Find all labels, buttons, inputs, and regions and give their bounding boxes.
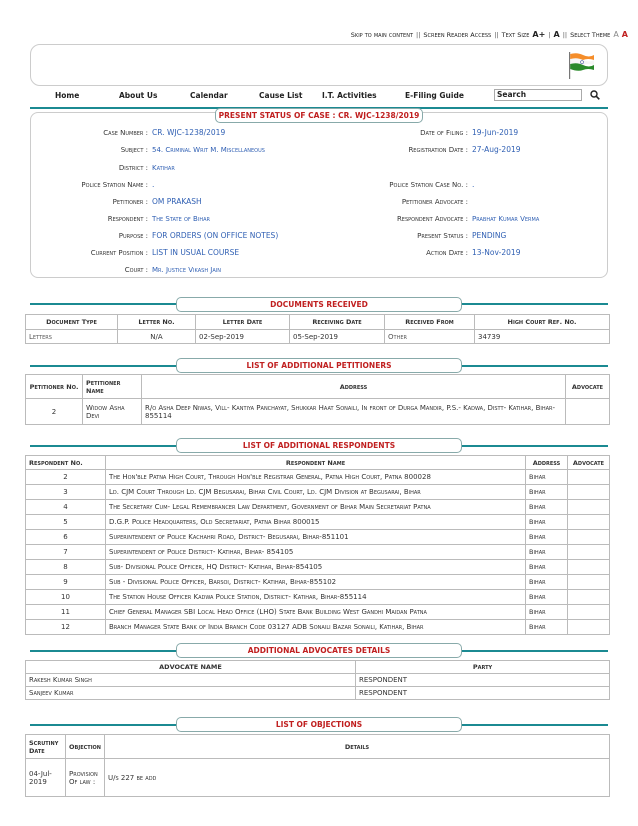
cell: 05-Sep-2019 bbox=[290, 330, 385, 344]
police-station-case-no-label: Police Station Case No. : bbox=[389, 181, 468, 189]
cell bbox=[568, 485, 610, 500]
col-party: Party bbox=[356, 661, 610, 674]
objections-title: LIST OF OBJECTIONS bbox=[176, 717, 462, 732]
court-value: Mr. Justice Vikash Jain bbox=[152, 266, 221, 274]
subject-value: 54. Criminal Writ M. Miscellaneous bbox=[152, 146, 265, 154]
present-status-label: Present Status : bbox=[417, 232, 468, 240]
nav-it-activities[interactable]: I.T. Activities bbox=[322, 90, 377, 100]
police-station-case-no-value: . bbox=[472, 180, 475, 189]
cell: Superintendent of Police District- Katihar, Bihar- 854105 bbox=[106, 545, 526, 560]
date-of-filing-label: Date of Filing : bbox=[420, 129, 468, 137]
select-theme-label: Select Theme bbox=[570, 30, 611, 39]
col-scrutiny-date: Scrutiny Date bbox=[26, 735, 66, 759]
current-position-value: LIST IN USUAL COURSE bbox=[152, 248, 240, 257]
nav-calendar[interactable]: Calendar bbox=[190, 90, 228, 100]
cell: Sub- Divisional Police Officer, HQ District- Katihar, Bihar-854105 bbox=[106, 560, 526, 575]
cell: 2 bbox=[26, 470, 106, 485]
respondent-advocate-value: Prabhat Kumar Verma bbox=[472, 215, 540, 223]
col-address: Address bbox=[526, 456, 568, 470]
col-petitioner-no: Petitioner No. bbox=[26, 375, 83, 399]
present-status-value: PENDING bbox=[472, 231, 507, 240]
cell bbox=[568, 470, 610, 485]
divider: || bbox=[494, 30, 499, 39]
cell bbox=[568, 605, 610, 620]
cell: Bihar bbox=[526, 560, 568, 575]
cell: Bihar bbox=[526, 575, 568, 590]
additional-petitioners-title: LIST OF ADDITIONAL PETITIONERS bbox=[176, 358, 462, 373]
divider: | bbox=[548, 30, 551, 39]
table-row bbox=[26, 545, 610, 560]
respondent-value: The State of Bihar bbox=[152, 215, 210, 223]
case-number-value: CR. WJC-1238/2019 bbox=[152, 128, 226, 137]
col-advocate: Advocate bbox=[566, 375, 610, 399]
action-date-value: 13-Nov-2019 bbox=[472, 248, 521, 257]
cell bbox=[568, 530, 610, 545]
col-document-type: Document Type bbox=[26, 315, 118, 330]
purpose-label: Purpose : bbox=[118, 232, 148, 240]
table-row bbox=[26, 330, 610, 344]
table-row bbox=[26, 759, 610, 797]
cell: U/s 227 be add bbox=[105, 759, 610, 797]
table-row bbox=[26, 575, 610, 590]
cell: N/A bbox=[118, 330, 196, 344]
text-size-label: Text Size bbox=[501, 30, 530, 39]
cell: Bihar bbox=[526, 515, 568, 530]
table-row bbox=[26, 470, 610, 485]
cell: Bihar bbox=[526, 485, 568, 500]
cell: R/o Asha Deep Niwas, Vill- Kantiya Panchayat, Shukkar Haat Sonaili, In front of Durga Mandir, P.S.- Kadwa, Distt- Katihar, Bihar-855114 bbox=[142, 399, 566, 425]
cell: Bihar bbox=[526, 590, 568, 605]
cell: Widow Asha Devi bbox=[83, 399, 142, 425]
col-respondent-no: Respondent No. bbox=[26, 456, 106, 470]
header-banner bbox=[30, 44, 608, 86]
cell: 9 bbox=[26, 575, 106, 590]
police-station-name-label: Police Station Name : bbox=[81, 181, 148, 189]
col-advocate-name: ADVOCATE NAME bbox=[26, 661, 356, 674]
cell: 8 bbox=[26, 560, 106, 575]
date-of-filing-value: 19-Jun-2019 bbox=[472, 128, 519, 137]
case-status-title: PRESENT STATUS OF CASE : CR. WJC-1238/2019 bbox=[215, 108, 423, 123]
cell: Sub - Divisional Police Officer, Barsoi, District- Katihar, Bihar-855102 bbox=[106, 575, 526, 590]
cell: Ld. CJM Court Through Ld. CJM Begusarai, Bihar Civil Court, Ld. CJM Division at Begusarai, Bihar bbox=[106, 485, 526, 500]
cell: 5 bbox=[26, 515, 106, 530]
col-respondent-name: Respondent Name bbox=[106, 456, 526, 470]
cell: 3 bbox=[26, 485, 106, 500]
table-row bbox=[26, 515, 610, 530]
cell: 12 bbox=[26, 620, 106, 635]
petitioner-value: OM PRAKASH bbox=[152, 197, 202, 206]
petitioners-table bbox=[25, 374, 610, 425]
cell bbox=[568, 590, 610, 605]
case-number-label: Case Number : bbox=[103, 129, 148, 137]
cell: Sanjeev Kumar bbox=[26, 687, 356, 700]
petitioner-advocate-label: Petitioner Advocate : bbox=[401, 198, 468, 206]
cell bbox=[568, 560, 610, 575]
cell: Bihar bbox=[526, 470, 568, 485]
action-date-label: Action Date : bbox=[426, 249, 468, 257]
registration-date-label: Registration Date : bbox=[408, 146, 468, 154]
theme-default[interactable]: A bbox=[613, 30, 619, 39]
cell: The Station House Officer Kadwa Police Station, District- Katihar, Bihar-855114 bbox=[106, 590, 526, 605]
cell: 4 bbox=[26, 500, 106, 515]
table-row bbox=[26, 620, 610, 635]
col-letter-date: Letter Date bbox=[196, 315, 290, 330]
col-address: Address bbox=[142, 375, 566, 399]
cell: 7 bbox=[26, 545, 106, 560]
cell: 11 bbox=[26, 605, 106, 620]
additional-advocates-title: ADDITIONAL ADVOCATES DETAILS bbox=[176, 643, 462, 658]
col-receiving-date: Receiving Date bbox=[290, 315, 385, 330]
cell: 6 bbox=[26, 530, 106, 545]
district-label: District : bbox=[118, 164, 148, 172]
cell: 34739 bbox=[475, 330, 610, 344]
col-letter-no: Letter No. bbox=[118, 315, 196, 330]
divider: || bbox=[416, 30, 421, 39]
subject-label: Subject : bbox=[120, 146, 148, 154]
police-station-name-value: . bbox=[152, 180, 155, 189]
cell bbox=[568, 500, 610, 515]
cell: Bihar bbox=[526, 500, 568, 515]
advocates-table bbox=[25, 660, 610, 700]
cell: RESPONDENT bbox=[356, 687, 610, 700]
cell bbox=[568, 515, 610, 530]
respondent-advocate-label: Respondent Advocate : bbox=[396, 215, 468, 223]
cell: Provision Of law : bbox=[66, 759, 105, 797]
cell: RESPONDENT bbox=[356, 674, 610, 687]
col-details: Details bbox=[105, 735, 610, 759]
cell: Bihar bbox=[526, 545, 568, 560]
theme-red[interactable]: A bbox=[621, 30, 628, 39]
cell: Superintendent of Police Kachahri Road, District- Begusarai, Bihar-851101 bbox=[106, 530, 526, 545]
col-high-court-ref: High Court Ref. No. bbox=[475, 315, 610, 330]
cell: Branch Manager State Bank of India Branch Code 03127 ADB Sonaili Bazar Sonaili, Katihar, Bihar bbox=[106, 620, 526, 635]
cell: 2 bbox=[26, 399, 83, 425]
cell: The Secretary Cum- Legal Remembrancer Law Department, Government of Bihar Main Secretariat Patna bbox=[106, 500, 526, 515]
cell: Bihar bbox=[526, 620, 568, 635]
screen-reader-link[interactable]: Screen Reader Access bbox=[423, 30, 492, 39]
nav-about[interactable]: About Us bbox=[119, 90, 158, 100]
col-advocate: Advocate bbox=[568, 456, 610, 470]
cell: 10 bbox=[26, 590, 106, 605]
petitioner-label: Petitioner : bbox=[112, 198, 148, 206]
respondents-table bbox=[25, 455, 610, 635]
cell: Bihar bbox=[526, 605, 568, 620]
purpose-value: FOR ORDERS (ON OFFICE NOTES) bbox=[152, 231, 279, 240]
accessibility-links bbox=[351, 30, 628, 39]
table-row bbox=[26, 560, 610, 575]
skip-to-content-link[interactable]: Skip to main content bbox=[350, 30, 414, 39]
nav-cause-list[interactable]: Cause List bbox=[259, 90, 303, 100]
documents-received-title: DOCUMENTS RECEIVED bbox=[176, 297, 462, 312]
cell bbox=[568, 545, 610, 560]
current-position-label: Current Position : bbox=[90, 249, 148, 257]
cell: Rakesh Kumar Singh bbox=[26, 674, 356, 687]
text-size-normal[interactable]: A bbox=[553, 30, 560, 39]
court-label: Court : bbox=[124, 266, 148, 274]
cell: Letters bbox=[26, 330, 118, 344]
table-row bbox=[26, 605, 610, 620]
cell: Other bbox=[385, 330, 475, 344]
registration-date-value: 27-Aug-2019 bbox=[472, 145, 521, 154]
search-icon[interactable] bbox=[590, 90, 600, 100]
nav-efiling-guide[interactable]: E-Filing Guide bbox=[405, 90, 464, 100]
nav-home[interactable]: Home bbox=[55, 90, 80, 100]
text-size-increase[interactable]: A+ bbox=[532, 30, 546, 39]
cell: Bihar bbox=[526, 530, 568, 545]
col-received-from: Received From bbox=[385, 315, 475, 330]
district-value: Katihar bbox=[152, 164, 175, 172]
col-petitioner-name: Petitioner Name bbox=[83, 375, 142, 399]
cell: 04-Jul-2019 bbox=[26, 759, 66, 797]
table-row bbox=[26, 687, 610, 700]
additional-respondents-title: LIST OF ADDITIONAL RESPONDENTS bbox=[176, 438, 462, 453]
search-input[interactable]: Search bbox=[494, 89, 582, 101]
cell: The Hon'ble Patna High Court, Through Hon'ble Registrar General, Patna High Court, Patna 800028 bbox=[106, 470, 526, 485]
main-nav bbox=[30, 88, 608, 102]
cell bbox=[568, 575, 610, 590]
documents-table bbox=[25, 314, 610, 344]
table-row bbox=[26, 674, 610, 687]
cell: 02-Sep-2019 bbox=[196, 330, 290, 344]
table-row bbox=[26, 399, 610, 425]
divider: || bbox=[562, 30, 568, 39]
cell: D.G.P. Police Headquarters, Old Secretariat, Patna Bihar 800015 bbox=[106, 515, 526, 530]
cell bbox=[568, 620, 610, 635]
respondent-label: Respondent : bbox=[107, 215, 148, 223]
col-objection: Objection bbox=[66, 735, 105, 759]
accessibility-bar bbox=[0, 30, 638, 42]
india-flag-icon bbox=[567, 50, 595, 80]
table-row bbox=[26, 590, 610, 605]
objections-table bbox=[25, 734, 610, 797]
table-row bbox=[26, 485, 610, 500]
cell: Chief General Manager SBI Local Head Office (LHO) State Bank Building West Gandhi Maidan Patna bbox=[106, 605, 526, 620]
cell bbox=[566, 399, 610, 425]
table-row bbox=[26, 500, 610, 515]
table-row bbox=[26, 530, 610, 545]
